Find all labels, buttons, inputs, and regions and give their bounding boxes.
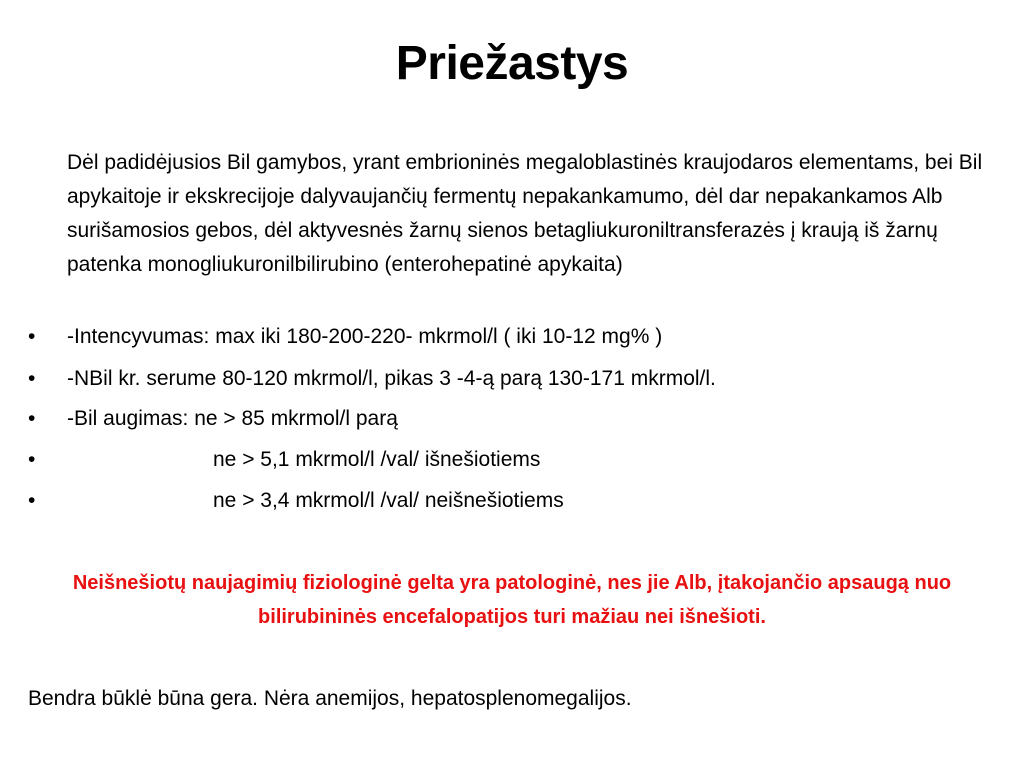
footer-statement: Bendra būklė būna gera. Nėra anemijos, hepatosplenomegalijos. bbox=[28, 687, 632, 710]
bullet-item bbox=[0, 402, 1024, 436]
intro-paragraph: Dėl padidėjusios Bil gamybos, yrant embrioninės megaloblastinės kraujodaros elementams, bei Bil apykaitoje ir ekskrecijoje dalyvaujančių fermentų nepakankamumo, dėl dar nepakankamos Alb surišamosios gebos, dėl aktyvesnės žarnų sienos betagliukuroniltransferazės į kraują iš žarnų patenka monogliukuronilbilirubino (enterohepatinė apykaita) bbox=[67, 151, 983, 276]
bullet-icon: • bbox=[28, 407, 36, 430]
bullet-item bbox=[0, 484, 1024, 518]
slide-title: Priežastys bbox=[395, 37, 629, 90]
bullet-icon: • bbox=[28, 448, 36, 471]
bullet-text: -Intencyvumas: max iki 180-200-220- mkrmol/l ( iki 10-12 mg% ) bbox=[67, 325, 663, 348]
highlight-note: Neišnešiotų naujagimių fiziologinė gelta yra patologinė, nes jie Alb, įtakojančio apsaugą nuo bilirubininės encefalopatijos turi mažiau nei išnešioti. bbox=[72, 572, 952, 628]
bullet-text: ne > 3,4 mkrmol/l /val/ neišnešiotiems bbox=[213, 489, 564, 512]
bullet-icon: • bbox=[28, 489, 36, 512]
bullet-text: -NBil kr. serume 80-120 mkrmol/l, pikas 3 -4-ą parą 130-171 mkrmol/l. bbox=[67, 367, 716, 390]
bullet-text: ne > 5,1 mkrmol/l /val/ išnešiotiems bbox=[213, 448, 541, 471]
bullet-item bbox=[0, 362, 1024, 396]
bullet-icon: • bbox=[28, 367, 36, 390]
bullet-item bbox=[0, 320, 1024, 354]
bullet-icon: • bbox=[28, 325, 36, 348]
bullet-item bbox=[0, 443, 1024, 477]
bullet-text: -Bil augimas: ne > 85 mkrmol/l parą bbox=[67, 407, 398, 430]
